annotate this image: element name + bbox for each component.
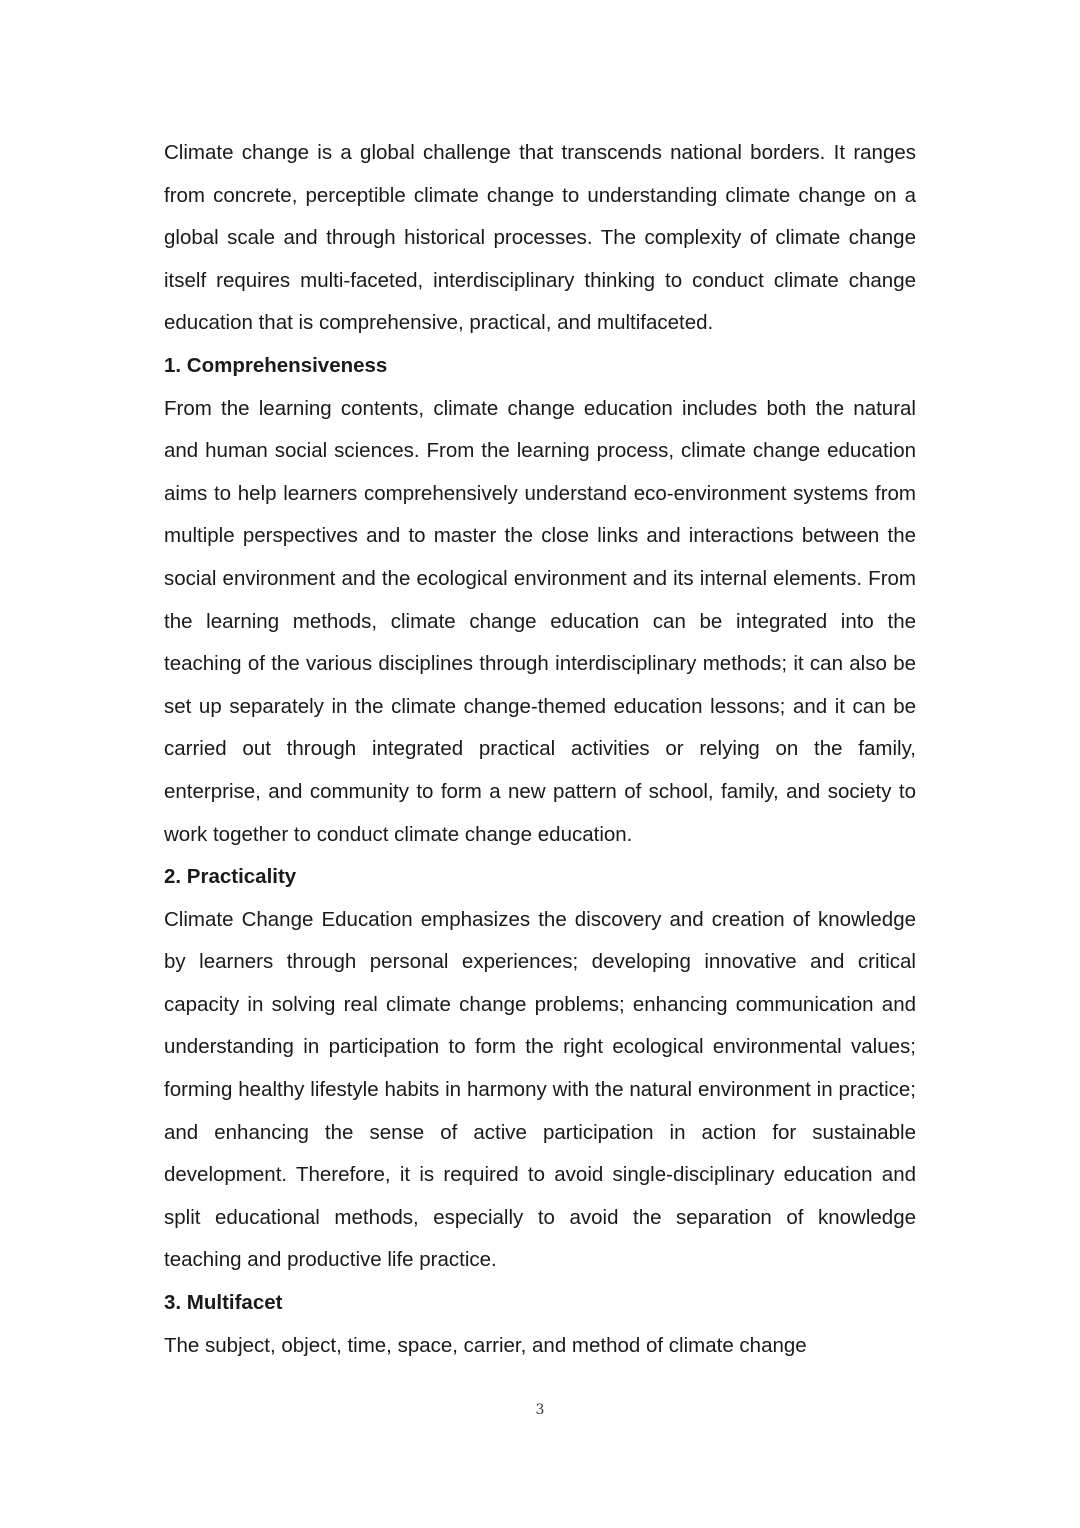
section-paragraph-practicality: Climate Change Education emphasizes the discovery and creation of knowledge by learners through personal experiences; developing innovative and critical capacity in solving real climate change problems; enhancing communication and understanding in participation to form the right ecological environmental values; forming healthy lifestyle habits in harmony with the natural environment in practice; and enhancing the sense of active participation in action for sustainable development. Therefore, it is required to avoid single-disciplinary education and split educational methods, especially to avoid the separation of knowledge teaching and productive life practice. — [164, 907, 916, 1272]
section-paragraph-multifacet: The subject, object, time, space, carrier, and method of climate change — [164, 1333, 807, 1357]
page-number: 3 — [535, 1402, 545, 1418]
document-body — [164, 132, 916, 1367]
section-heading-comprehensiveness: 1. Comprehensiveness — [164, 353, 388, 377]
section-heading-practicality: 2. Practicality — [164, 865, 297, 889]
section-paragraph-comprehensiveness: From the learning contents, climate change education includes both the natural and human social sciences. From the learning process, climate change education aims to help learners comprehensively understand eco-environment systems from multiple perspectives and to master the close links and interactions between the social environment and the ecological environment and its internal elements. From the learning methods, climate change education can be integrated into the teaching of the various disciplines through interdisciplinary methods; it can also be set up separately in the climate change-themed education lessons; and it can be carried out through integrated practical activities or relying on the family, enterprise, and community to form a new pattern of school, family, and society to work together to conduct climate change education. — [164, 396, 916, 846]
intro-paragraph: Climate change is a global challenge that transcends national borders. It ranges from concrete, perceptible climate change to understanding climate change on a global scale and through historical processes. The complexity of climate change itself requires multi-faceted, interdisciplinary thinking to conduct climate change education that is comprehensive, practical, and multifaceted. — [164, 141, 916, 335]
section-heading-multifacet: 3. Multifacet — [164, 1291, 283, 1315]
